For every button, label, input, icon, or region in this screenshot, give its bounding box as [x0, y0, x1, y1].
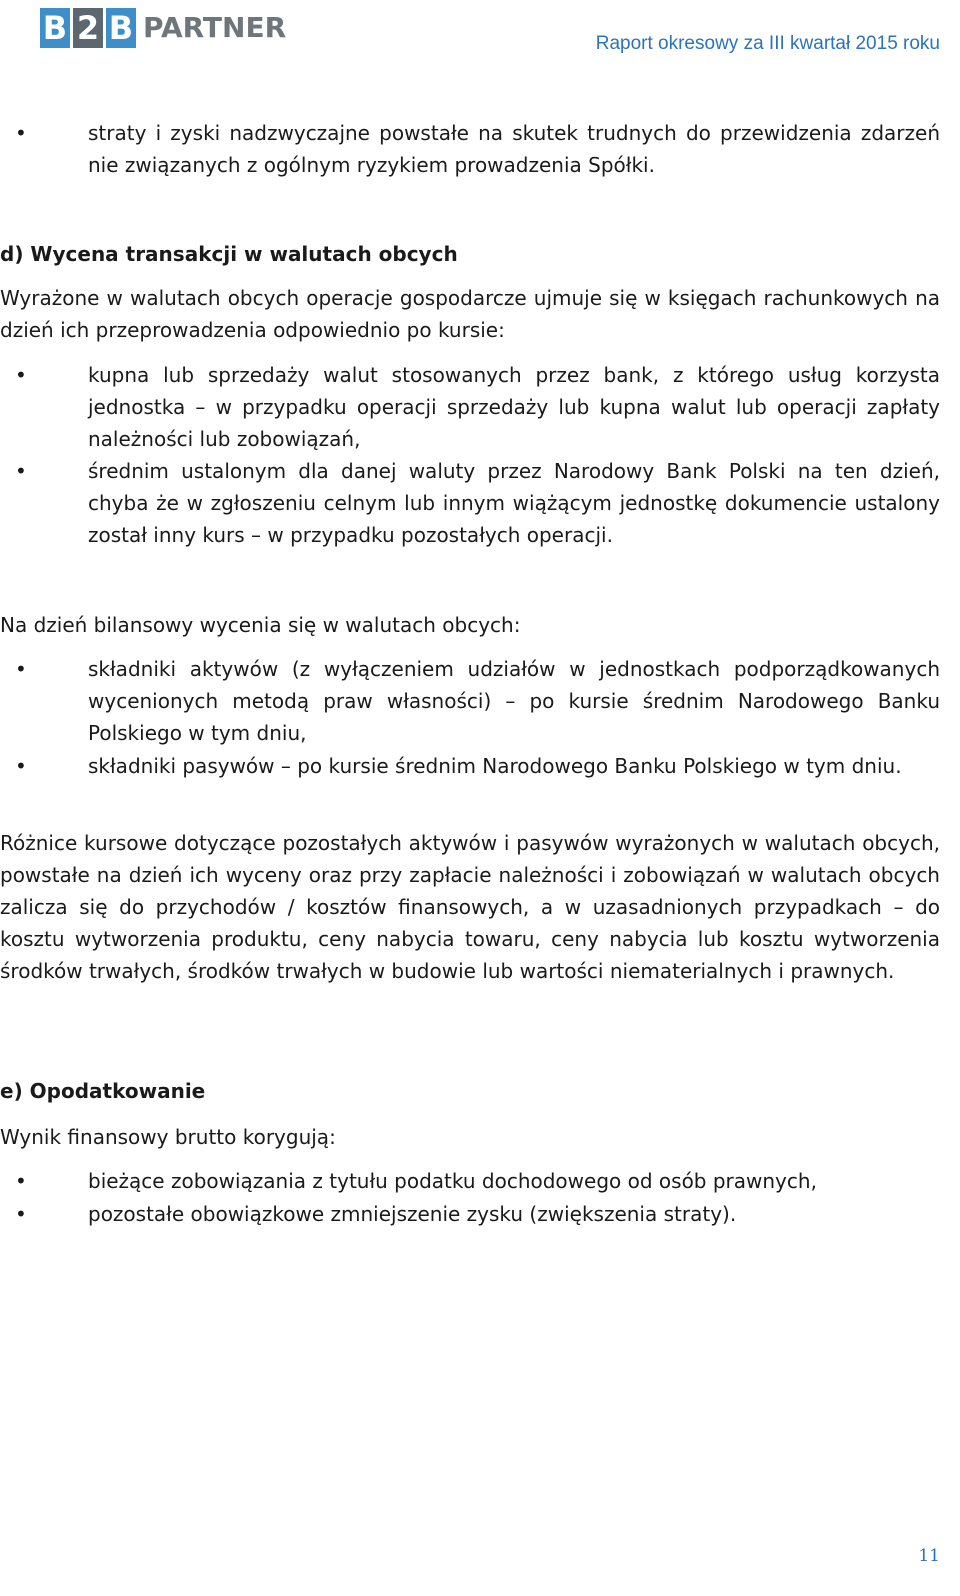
list-item-text: składniki aktywów (z wyłączeniem udziałów w jednostkach podporządkowanych wycenionych metodą praw własności) – po kursie średnim Narodowego Banku Polskiego w tym dniu,	[88, 657, 940, 745]
bullet-icon: •	[15, 459, 27, 483]
paragraph-d-intro: Wyrażone w walutach obcych operacje gospodarcze ujmuje się w księgach rachunkowych na dzień ich przeprowadzenia odpowiednio po kursie:	[0, 286, 940, 342]
list-item-text: pozostałe obowiązkowe zmniejszenie zysku (zwiększenia straty).	[88, 1202, 737, 1226]
logo-letter-b1: B	[40, 8, 70, 48]
logo-letter-b2: B	[106, 8, 136, 48]
bullet-icon: •	[15, 1169, 27, 1193]
logo-word: PARTNER	[143, 11, 287, 44]
logo-digit-2: 2	[73, 8, 103, 48]
page-header	[0, 0, 960, 70]
bullet-icon: •	[15, 657, 27, 681]
report-title: Raport okresowy za III kwartał 2015 roku	[595, 33, 940, 54]
section-heading-d: d) Wycena transakcji w walutach obcych	[0, 242, 458, 266]
section-heading-e: e) Opodatkowanie	[0, 1079, 206, 1103]
paragraph-balance-intro: Na dzień bilansowy wycenia się w walutach obcych:	[0, 613, 521, 637]
paragraph-differences: Różnice kursowe dotyczące pozostałych aktywów i pasywów wyrażonych w walutach obcych, powstałe na dzień ich wyceny oraz przy zapłacie należności i zobowiązań w walutach obcych zalicza się do przychodów / kosztów finansowych, a w uzasadnionych przypadkach – do kosztu wytworzenia produktu, ceny nabycia towaru, ceny nabycia lub kosztu wytworzenia środków trwałych, środków trwałych w budowie lub wartości niematerialnych i prawnych.	[0, 831, 940, 983]
list-item-text: bieżące zobowiązania z tytułu podatku dochodowego od osób prawnych,	[88, 1169, 817, 1193]
page-number: 11	[918, 1546, 940, 1566]
list-item-text: składniki pasywów – po kursie średnim Narodowego Banku Polskiego w tym dniu.	[88, 754, 902, 778]
bullet-icon: •	[15, 121, 27, 145]
list-item-text: średnim ustalonym dla danej waluty przez Narodowy Bank Polski na ten dzień, chyba że w zgłoszeniu celnym lub innym wiążącym jednostkę dokumencie ustalony został inny kurs – w przypadku pozostałych operacji.	[88, 459, 940, 547]
bullet-icon: •	[15, 1202, 27, 1226]
paragraph-e-intro: Wynik finansowy brutto korygują:	[0, 1125, 336, 1149]
list-item-text: kupna lub sprzedaży walut stosowanych przez bank, z którego usług korzysta jednostka – w przypadku operacji sprzedaży lub kupna walut lub operacji zapłaty należności lub zobowiązań,	[88, 363, 940, 451]
bullet-icon: •	[15, 754, 27, 778]
bullet-icon: •	[15, 363, 27, 387]
b2b-partner-logo	[40, 7, 286, 49]
list-item-text: straty i zyski nadzwyczajne powstałe na skutek trudnych do przewidzenia zdarzeń nie związanych z ogólnym ryzykiem prowadzenia Spółki.	[88, 121, 940, 177]
